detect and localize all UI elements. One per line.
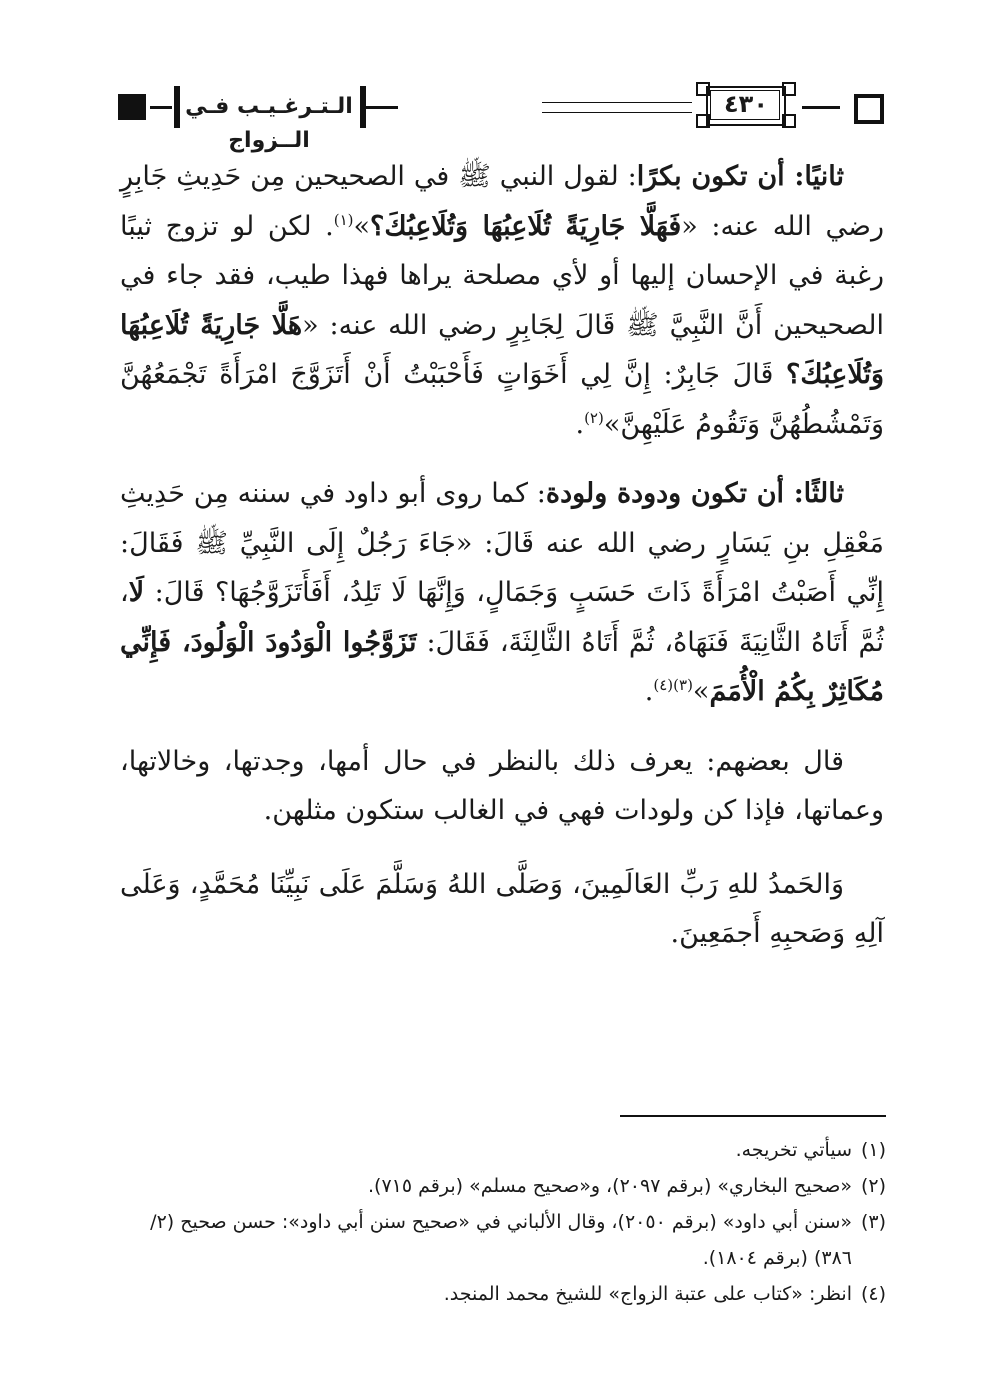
page-number-frame: [692, 82, 800, 130]
header-rule: [802, 106, 840, 109]
footnote-text: «صحيح البخاري» (برقم ٢٠٩٧)، و«صحيح مسلم» (برقم ٧١٥).: [368, 1175, 852, 1197]
running-header: [112, 82, 892, 153]
hadith-quote: لَا: [128, 577, 145, 608]
hadith-quote: فَهَلَّا جَارِيَةً تُلَاعِبُهَا وَتُلَاعِبُكَ؟: [370, 210, 682, 242]
footnote: [118, 1168, 886, 1204]
footnotes: [118, 1132, 886, 1312]
footnote: [118, 1276, 886, 1312]
hadith-quote: هَلَّا جَارِيَةً تُلَاعِبُهَا وَتُلَاعِبُكَ؟: [120, 309, 884, 390]
header-square-ornament-right: [854, 94, 884, 124]
point-label: ثانيًا: أن تكون بكرًا: [636, 161, 845, 192]
footnote-number: (٢): [860, 1175, 886, 1197]
footnote-ref: (٣)(٤): [653, 676, 693, 694]
header-rule: [542, 112, 692, 113]
main-text: [120, 152, 884, 959]
paragraph-text: : كما روى أبو داود في سننه مِن حَدِيثِ مَعْقِلِ بنِ يَسَارٍ رضي الله عنه قَالَ: «جَاءَ رَجُلٌ إِلَى النَّبِيِّ ﷺ فَقَالَ: إِنِّي أَصَبْتُ امْرَأَةً ذَاتَ حَسَبٍ وَجَمَالٍ، وَإِنَّهَا لَا تَلِدُ، أَفَأَتَزَوَّجُهَا؟ قَالَ:: [120, 478, 884, 608]
paragraph-text: .: [575, 408, 585, 440]
footnote-number: (١): [860, 1139, 886, 1161]
header-rule: [364, 106, 398, 109]
paragraph-text: »: [353, 210, 371, 242]
paragraph-text: . لكن لو تزوج ثيبًا رغبة في الإحسان إليها أو لأي مصلحة يراها فهذا طيب، فقد جاء في الصحيحين أَنَّ النَّبِيَّ ﷺ قَالَ لِجَابِرٍ رضي الله عنه: «: [120, 210, 884, 341]
footnote-separator: [620, 1115, 886, 1117]
paragraph-text: ، ثُمَّ أَتَاهُ الثَّانِيَةَ فَنَهَاهُ، ثُمَّ أَتَاهُ الثَّالِثَةَ، فَقَالَ:: [120, 577, 884, 658]
paragraph-commentary: قال بعضهم: يعرف ذلك بالنظر في حال أمها، وجدتها، وخالاتها، وعماتها، فإذا كن ولودات فهي في الغالب ستكون مثلهن.: [120, 745, 884, 826]
footnote: [118, 1204, 886, 1276]
paragraph-text: : لقول النبي ﷺ في الصحيحين مِن حَدِيثِ جَابِرٍ رضي الله عنه: «: [120, 161, 884, 242]
header-square-ornament-left: [118, 94, 146, 120]
paragraph-virgin: [120, 152, 884, 449]
footnote-ref: (١): [333, 210, 354, 229]
footnote-number: (٤): [860, 1283, 886, 1305]
footnote: [118, 1132, 886, 1168]
footnote-number: (٣): [860, 1211, 886, 1233]
paragraph-loving-fertile: [120, 469, 884, 717]
hadith-quote: تَزَوَّجُوا الْوَدُودَ الْوَلُودَ، فَإِنِّي مُكَاثِرٌ بِكُمُ الْأُمَمَ: [120, 626, 884, 707]
footnote-text: سيأتي تخريجه.: [735, 1139, 852, 1161]
header-rule: [542, 102, 692, 103]
page-number: ٤٣٠: [724, 90, 768, 118]
paragraph-text: »: [692, 676, 710, 707]
paragraph-text: قَالَ جَابِرٌ: إِنَّ لِي أَخَوَاتٍ فَأَحْبَبْتُ أَنْ أَتَزَوَّجَ امْرَأَةً تَجْمَعُهُنَّ وَتَمْشُطُهُنَّ وَتَقُومُ عَلَيْهِنَّ»: [120, 359, 884, 440]
footnote-text: انظر: «كتاب على عتبة الزواج» للشيخ محمد المنجد.: [443, 1283, 852, 1305]
footnote-text: «سنن أبي داود» (برقم ٢٠٥٠)، وقال الألباني في «صحيح سنن أبي داود»: حسن صحيح (٢/ ٣٨٦) (برقم ١٨٠٤).: [150, 1211, 852, 1269]
running-title: الـتـرغـيـب فـي الــزواج: [185, 94, 353, 153]
footnote-ref: (٢): [584, 408, 604, 427]
paragraph-text: .: [644, 676, 654, 707]
closing-praise: وَالحَمدُ للهِ رَبِّ العَالَمِينَ، وَصَلَّى اللهُ وَسَلَّمَ عَلَى نَبِيِّنَا مُحَمَّدٍ، وَعَلَى آلِهِ وَصَحبِهِ أَجمَعِينَ.: [120, 868, 884, 949]
point-label: ثالثًا: أن تكون ودودة ولودة: [545, 478, 845, 509]
header-rule: [150, 106, 172, 109]
